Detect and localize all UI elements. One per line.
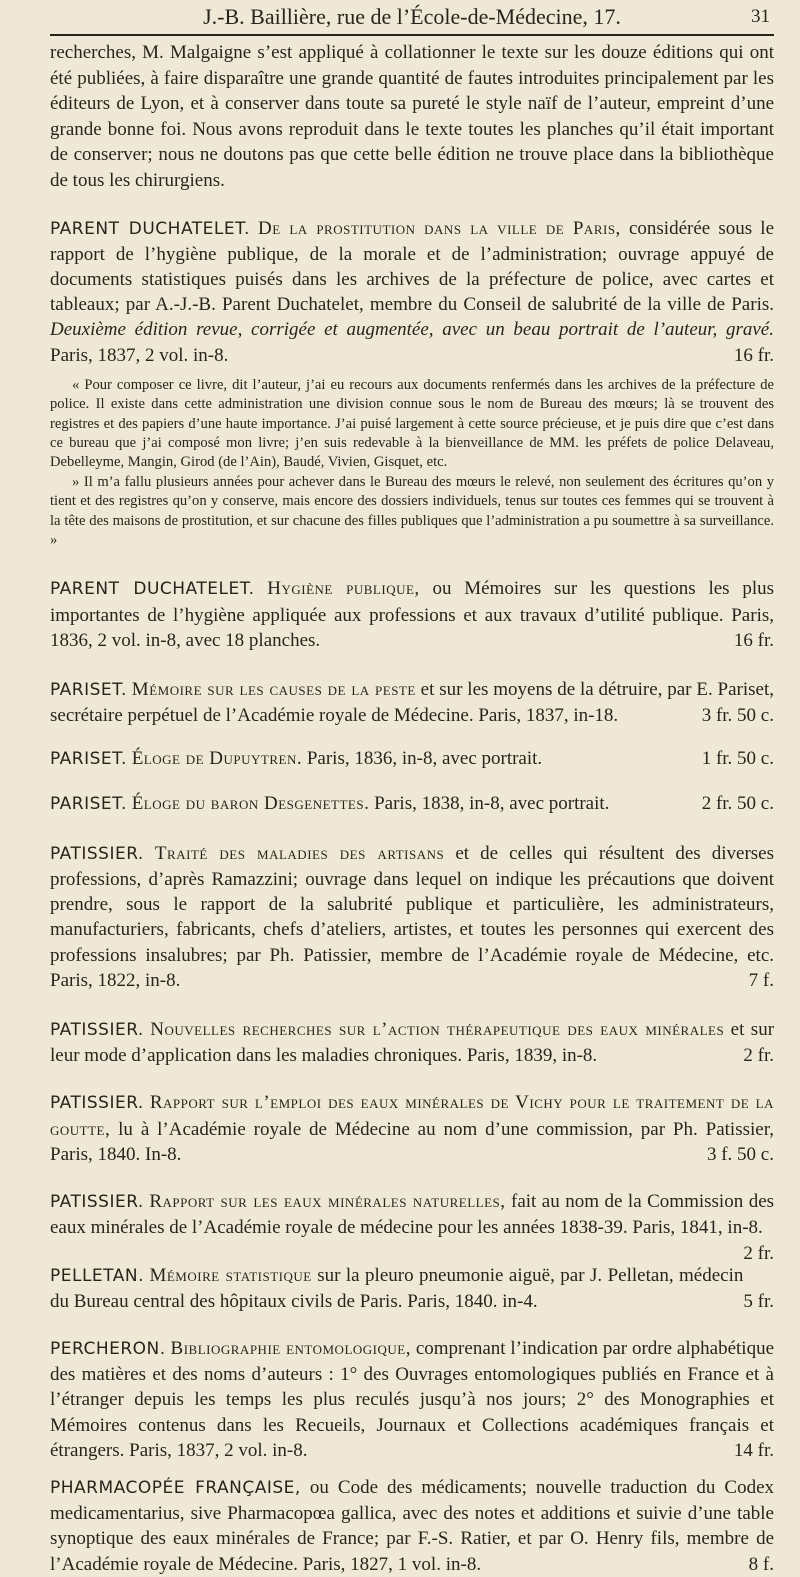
catalog-entry: [50, 677, 774, 728]
entry-body: [50, 216, 774, 368]
entry-quote: [50, 376, 774, 551]
entry-price: 14 fr.: [733, 1439, 774, 1461]
entry-body: [50, 1090, 774, 1167]
entry-title: Mémoire statistique: [149, 1264, 312, 1286]
entry-text: fait au nom de la Commission des eaux minérales de l’Académie royale de médecine pour les années 1838-39. Paris, 1841, in-8.: [50, 1191, 775, 1239]
entry-author: PATISSIER.: [50, 1020, 144, 1041]
entry-body: [50, 791, 774, 817]
entry-title: Éloge du baron Desgenettes.: [131, 792, 370, 814]
entry-price: 1 fr. 50 c.: [701, 748, 774, 770]
entry-body: [50, 1189, 775, 1264]
entry-text: et sur les moyens de la détruire, par E. Pariset, secrétaire perpétuel de l’Académie royale de Médecine. Paris, 1837, in-18.: [50, 679, 775, 727]
running-title: J.-B. Baillière, rue de l’École-de-Médecine, 17.: [203, 4, 621, 29]
catalog-entry: [50, 1336, 774, 1463]
entry-body: [50, 841, 774, 993]
entry-text: ou Code des médicaments; nouvelle traduction du Codex medicamentarius, sive Pharmacopœa gallica, avec des notes et additions et suivie d’une table synoptique des eaux minérales de France; par F.-S. Ratier, et par O. Henry fils, membre de l’Académie royale de Médecine. Paris, 1827, 1 vol. in-8.: [50, 1476, 775, 1575]
catalog-entry: [50, 216, 774, 551]
quote-paragraph: » Il m’a fallu plusieurs années pour achever dans le Bureau des mœurs le relevé, non seulement des écritures qu’on y tient et des registres qu’on y conserve, mais encore des dossiers individuels, tenus sur toutes ces femmes qui se trouvent à la tête des maisons de prostitution, et sur chacune des filles publiques que l’administration a pu soumettre à sa surveillance. »: [50, 473, 774, 549]
entry-title: Rapport sur l’emploi des eaux minérales de Vichy pour le traitement de la goutte,: [50, 1092, 774, 1140]
entry-price: 2 fr. 50 c.: [701, 792, 774, 814]
entry-price: 16 fr.: [733, 629, 774, 651]
catalog-entry: [50, 1017, 774, 1068]
entry-author: PHARMACOPÉE FRANÇAISE,: [50, 1477, 301, 1498]
entry-author: PATISSIER.: [50, 1093, 144, 1114]
entry-author: PARENT DUCHATELET.: [50, 218, 250, 239]
entry-body: [50, 576, 774, 653]
running-header: [50, 0, 774, 36]
entry-title: Mémoire sur les causes de la peste: [131, 679, 416, 701]
entry-title: Traité des maladies des artisans: [154, 842, 445, 864]
entry-price: 3 f. 50 c.: [706, 1143, 774, 1165]
entry-text: lu à l’Académie royale de Médecine au nom d’une commission, par Ph. Patissier, Paris, 1840. In-8.: [50, 1118, 775, 1165]
entry-text: sur la pleuro pneumonie aiguë, par J. Pelletan, médecin du Bureau central des hôpitaux civils de Paris. Paris, 1840. in-4.: [50, 1264, 744, 1312]
entry-price: 8 f.: [748, 1553, 774, 1575]
catalog-entry: [50, 791, 774, 817]
entry-edition: Deuxième édition revue, corrigée et augmentée, avec un beau portrait de l’auteur, gravé.: [50, 319, 774, 341]
page-number: 31: [751, 6, 770, 27]
catalog-entry: [50, 1090, 774, 1167]
entry-text: Paris, 1836, in-8, avec portrait.: [306, 748, 543, 770]
entry-price: 16 fr.: [733, 344, 774, 366]
entry-author: PARISET.: [50, 793, 127, 814]
entry-body: [50, 677, 774, 728]
entry-title: Éloge de Dupuytren.: [131, 748, 303, 770]
catalog-entry: [50, 1189, 775, 1264]
entry-price: 3 fr. 50 c.: [701, 705, 774, 727]
entry-title: De la prostitution dans la ville de Paris,: [258, 217, 621, 239]
entry-author: PATISSIER.: [50, 1192, 144, 1213]
entry-author: PELLETAN.: [50, 1265, 144, 1286]
entry-author: PERCHERON.: [50, 1338, 166, 1359]
entry-author: PARISET.: [50, 749, 127, 770]
entry-title: Nouvelles recherches sur l’action thérapeutique des eaux minérales: [150, 1019, 725, 1041]
entry-body: [50, 1336, 774, 1463]
entry-text: et sur leur mode d’application dans les maladies chroniques. Paris, 1839, in-8.: [50, 1019, 775, 1067]
quote-paragraph: « Pour composer ce livre, dit l’auteur, j’ai eu recours aux documents renfermés dans les archives de la préfecture de police. Il existe dans cette administration une division connue sous le nom de Bureau des mœurs; là se trouvent des registres et des papiers d’une haute importance. J’ai puisé largement à cette source précieuse, et je puis dire que c’est dans ce bureau que j’ai composé mon livre; j’en suis redevable à la bienveillance de MM. les préfets de police Delaveau, Debelleyme, Mangin, Girod (de l’Ain), Baudé, Vivien, Gisquet, etc.: [50, 376, 774, 471]
entry-title: Hygiène publique,: [267, 578, 420, 600]
entry-price: 2 fr.: [743, 1242, 774, 1264]
entry-text: comprenant l’indication par ordre alphabétique des matières et des noms d’auteurs : 1° des Ouvrages entomologiques publiés en France et à l’étranger depuis les temps les plus reculés jusqu’à nos jours; 2° des Monographies et Mémoires contenus dans les Recueils, Journaux et Collections académiques français et étrangers. Paris, 1837, 2 vol. in-8.: [50, 1337, 774, 1461]
entry-price: 2 fr.: [743, 1045, 774, 1067]
entry-author: PATISSIER.: [50, 843, 144, 864]
entry-title: Bibliographie entomologique,: [170, 1337, 411, 1359]
entry-author: PARENT DUCHATELET.: [50, 579, 255, 600]
entry-body: [50, 1263, 774, 1314]
catalog-entry: [50, 746, 774, 772]
entry-price: 7 f.: [748, 969, 774, 991]
entry-author: PARISET.: [50, 680, 127, 701]
entry-body: [50, 1017, 774, 1068]
entry-body: [50, 1475, 774, 1577]
entry-text: Paris, 1838, in-8, avec portrait.: [374, 792, 610, 814]
entry-imprint: Paris, 1837, 2 vol. in-8.: [50, 344, 229, 366]
entry-price: 5 fr.: [743, 1290, 774, 1312]
entry-body: [50, 746, 774, 772]
catalog-entry: [50, 841, 774, 993]
catalog-entry: [50, 1263, 774, 1314]
catalog-entry: [50, 1475, 774, 1577]
intro-paragraph: recherches, M. Malgaigne s’est appliqué à collationner le texte sur les douze éditions qui ont été publiées, à faire disparaître une grande quantité de fautes introduites principalement par les éditeurs de Lyon, et à conserver dans toute sa pureté le style naïf de l’auteur, empreint d’une grande bonne foi. Nous avons reproduit dans le texte toutes les planches qu’il était important de conserver; nous ne doutons pas que cette belle édition ne trouve place dans la bibliothèque de tous les chirurgiens.: [50, 42, 774, 191]
entry-title: Rapport sur les eaux minérales naturelles,: [149, 1191, 506, 1213]
entry-text: ou Mémoires sur les questions les plus importantes de l’hygiène appliquée aux professions et aux travaux d’utilité publique. Paris, 1836, 2 vol. in-8, avec 18 planches.: [50, 578, 775, 651]
entry-text: considérée sous le rapport de l’hygiène publique, de la morale et de l’administration; ouvrage appuyé de documents statistiques puisés dans les archives de la préfecture de police, avec cartes et tableaux; par A.-J.-B. Parent Duchatelet, membre du Conseil de salubrité de la ville de Paris.: [50, 217, 775, 316]
catalog-entry: [50, 576, 774, 653]
entry-text: et de celles qui résultent des diverses professions, d’après Ramazzini; ouvrage dans lequel on indique les précautions que doivent prendre, sous le rapport de la salubrité publique et particulière, les administrateurs, manufacturiers, fabricants, chefs d’ateliers, artistes, et toutes les personnes qui exercent des professions insalubres; par Ph. Patissier, membre de l’Académie royale de Médecine, etc. Paris, 1822, in-8.: [50, 842, 775, 991]
